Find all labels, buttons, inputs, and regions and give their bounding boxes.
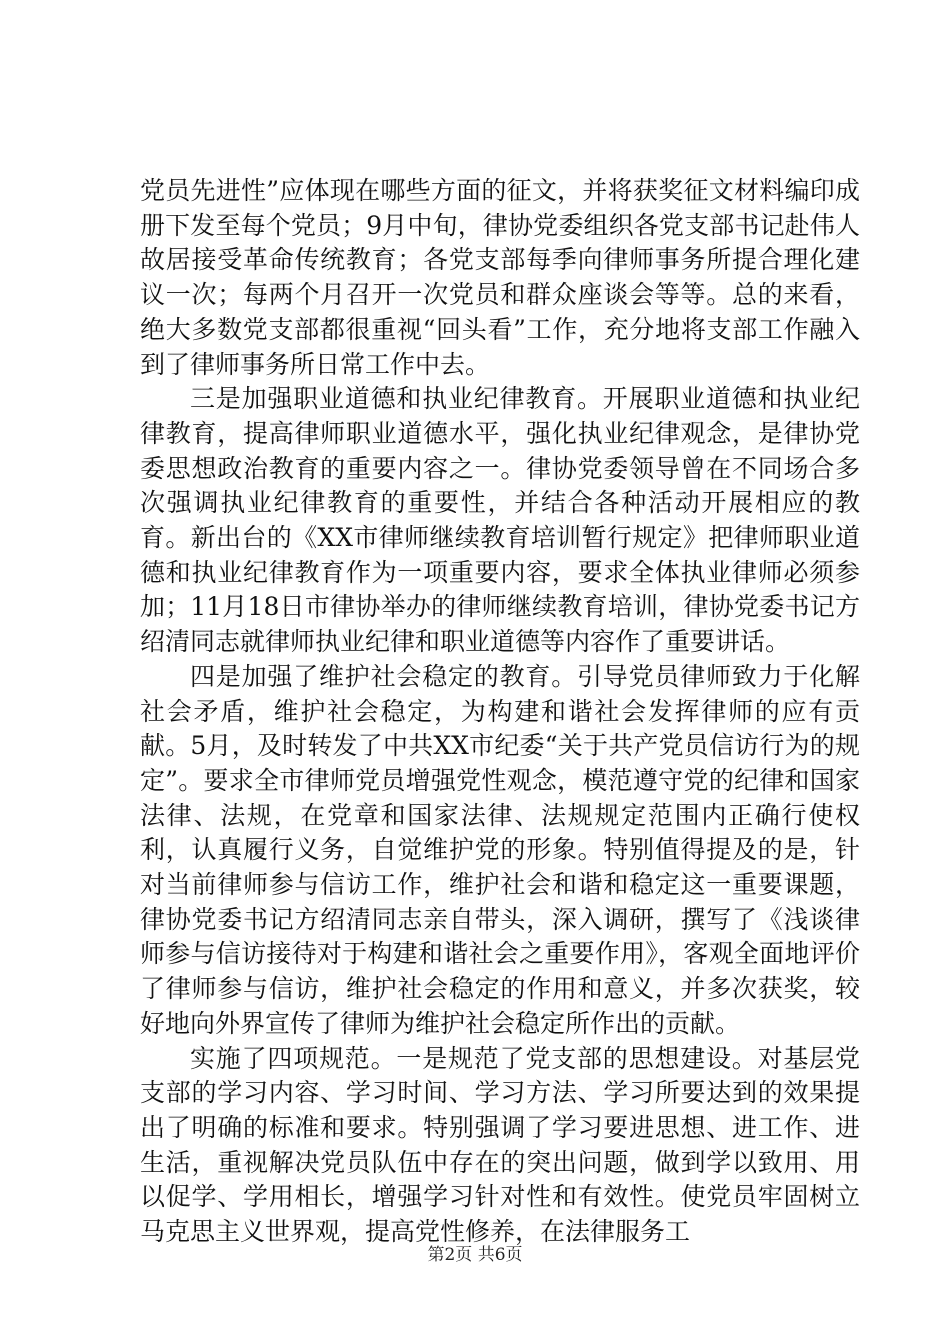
paragraph-four-norms: 实施了四项规范。一是规范了党支部的思想建设。对基层党支部的学习内容、学习时间、学习方法、学习所要达到的效果提出了明确的标准和要求。特别强调了学习要进思想、进工作、进生活，重视解决党员队伍中存在的突出问题，做到学以致用、用以促学、学用相长，增强学习针对性和有效性。使党员牢固树立马克思主义世界观，提高党性修养，在法律服务工 xyxy=(140,1043,860,1247)
document-body xyxy=(140,174,860,1250)
paragraph-social-stability: 四是加强了维护社会稳定的教育。引导党员律师致力于化解社会矛盾，维护社会稳定，为构建和谐社会发挥律师的应有贡献。5月，及时转发了中共XX市纪委“关于共产党员信访行为的规定”。要求全市律师党员增强党性观念，模范遵守党的纪律和国家法律、法规，在党章和国家法律、法规规定范围内正确行使权利，认真履行义务，自觉维护党的形象。特别值得提及的是，针对当前律师参与信访工作，维护社会和谐和稳定这一重要课题，律协党委书记方绍清同志亲自带头，深入调研，撰写了《浅谈律师参与信访接待对于构建和谐社会之重要作用》，客观全面地评价了律师参与信访，维护社会稳定的作用和意义，并多次获奖，较好地向外界宣传了律师为维护社会稳定所作出的贡献。 xyxy=(140,661,860,1038)
page-footer: 第2页 共6页 xyxy=(427,1245,523,1265)
paragraph-professional-ethics: 三是加强职业道德和执业纪律教育。开展职业道德和执业纪律教育，提高律师职业道德水平，强化执业纪律观念，是律协党委思想政治教育的重要内容之一。律协党委领导曾在不同场合多次强调执业纪律教育的重要性，并结合各种活动开展相应的教育。新出台的《XX市律师继续教育培训暂行规定》把律师职业道德和执业纪律教育作为一项重要内容，要求全体执业律师必须参加；11月18日市律协举办的律师继续教育培训，律协党委书记方绍清同志就律师执业纪律和职业道德等内容作了重要讲话。 xyxy=(140,384,860,657)
paragraph-continued: 党员先进性”应体现在哪些方面的征文，并将获奖征文材料编印成册下发至每个党员；9月中旬，律协党委组织各党支部书记赴伟人故居接受革命传统教育；各党支部每季向律师事务所提合理化建议一次；每两个月召开一次党员和群众座谈会等等。总的来看，绝大多数党支部都很重视“回头看”工作，充分地将支部工作融入到了律师事务所日常工作中去。 xyxy=(140,176,860,379)
